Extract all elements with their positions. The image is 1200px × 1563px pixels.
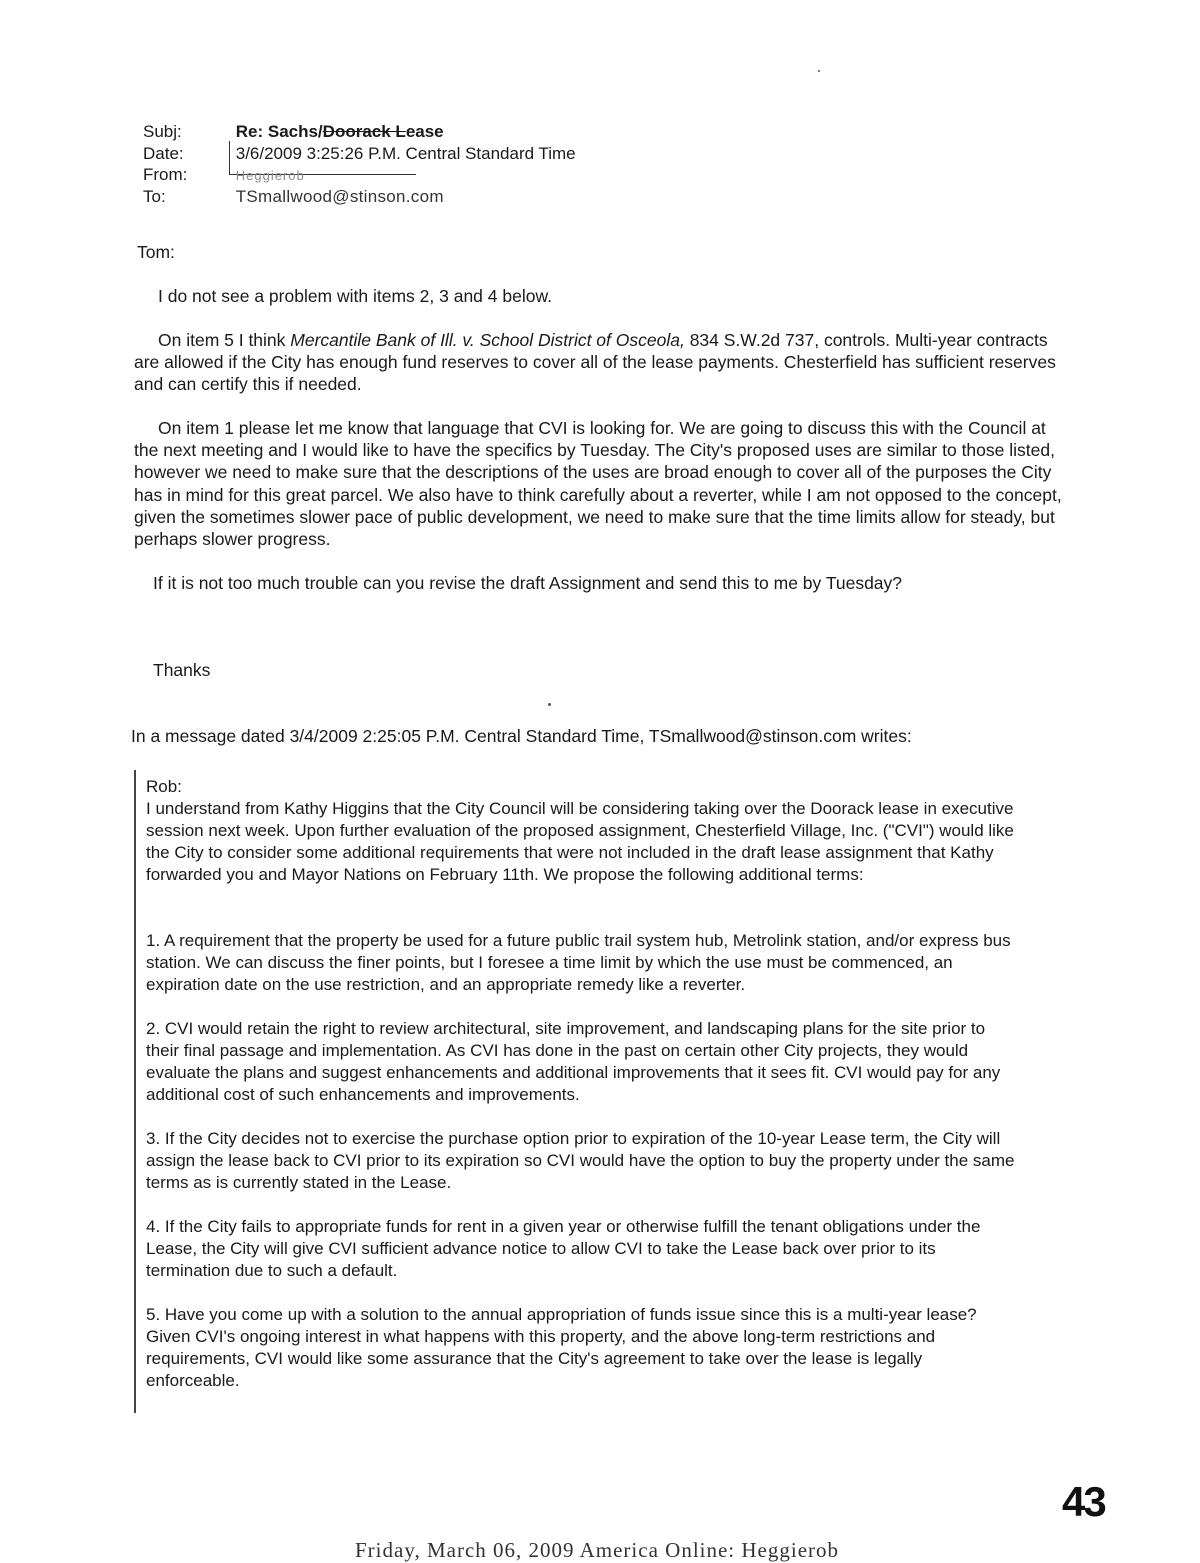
scan-speck: [548, 703, 551, 706]
subject-suffix: ease: [405, 122, 444, 141]
quoted-term-2: 2. CVI would retain the right to review architectural, site improvement, and landscaping plans for the site prior to their final passage and implementation. As CVI has done in the past on certain other City projects, they would evaluate the plans and suggest enhancements and additional improvements that it sees fit. CVI would pay for any additional cost of such enhancements and improvements.: [146, 1019, 1001, 1104]
to-row: [143, 186, 444, 207]
print-footer: Friday, March 06, 2009 America Online: Heggierob: [355, 1538, 840, 1562]
to-value: TSmallwood@stinson.com: [235, 187, 444, 206]
date-label: Date:: [143, 144, 184, 163]
handwritten-page-number: 43: [1062, 1478, 1105, 1525]
greeting: Tom:: [137, 242, 175, 262]
paragraph-items-2-3-4: I do not see a problem with items 2, 3 and 4 below.: [158, 286, 552, 306]
subject-row: [143, 121, 444, 142]
quoted-term-1: 1. A requirement that the property be used for a future public trail system hub, Metrolink station, and/or express bus station. We can discuss the finer points, but I foresee a time limit by which the use must be commenced, an expiration date on the use restriction, and an appropriate remedy like a reverter.: [146, 931, 1011, 994]
quoted-intro-paragraph: I understand from Kathy Higgins that the City Council will be considering taking over the Doorack lease in executive session next week. Upon further evaluation of the proposed assignment, Chesterfield Village, Inc. ("CVI") would like the City to consider some additional requirements that were not included in the draft lease assignment that Kathy forwarded you and Mayor Nations on February 11th. We propose the following additional terms:: [146, 799, 1014, 884]
case-citation: Mercantile Bank of Ill. v. School District of Osceola,: [290, 330, 685, 350]
to-label: To:: [143, 187, 166, 206]
closing-thanks: Thanks: [153, 660, 211, 680]
quoted-message-intro: In a message dated 3/4/2009 2:25:05 P.M. Central Standard Time, TSmallwood@stinson.com writes:: [131, 726, 912, 746]
quoted-term-4: 4. If the City fails to appropriate funds for rent in a given year or otherwise fulfill the tenant obligations under the Lease, the City will give CVI sufficient advance notice to allow CVI to take the Lease back over prior to its termination due to such a default.: [146, 1217, 981, 1280]
subject-struck: Doorack L: [322, 122, 406, 141]
from-value: Heggierob: [235, 168, 305, 183]
subject-prefix: Re: Sachs/: [235, 122, 323, 141]
paragraph-item-5: [134, 329, 1069, 396]
from-label: From:: [143, 165, 188, 184]
quote-bar: [134, 770, 136, 1413]
date-value: 3/6/2009 3:25:26 P.M. Central Standard Time: [235, 144, 576, 163]
subject-value: [236, 121, 444, 142]
date-row: [143, 143, 576, 164]
p2-rest: 834 S.W.2d 737, controls. Multi-year contracts are allowed if the City has enough fund reserves to cover all of the lease payments. Chesterfield has sufficient reserves and can certify this if needed.: [134, 330, 1056, 395]
scan-speck: [818, 70, 820, 72]
subject-label: Subj:: [143, 122, 182, 141]
paragraph-item-1: On item 1 please let me know that language that CVI is looking for. We are going to discuss this with the Council at the next meeting and I would like to have the specifics by Tuesday. The City's proposed uses are similar to those listed, however we need to make sure that the descriptions of the uses are broad enough to cover all of the purposes the City has in mind for this great parcel. We also have to think carefully about a reverter, while I am not opposed to the concept, given the sometimes slower pace of public development, we need to make sure that the time limits allow for steady, but perhaps slower progress.: [134, 418, 1062, 550]
quoted-salutation: Rob:: [146, 777, 182, 796]
from-row: [143, 164, 305, 186]
p2-lead: On item 5 I think: [158, 330, 291, 350]
paragraph-request: If it is not too much trouble can you revise the draft Assignment and send this to me by Tuesday?: [153, 573, 903, 593]
quoted-term-3: 3. If the City decides not to exercise the purchase option prior to expiration of the 10-year Lease term, the City will assign the lease back to CVI prior to its expiration so CVI would have the option to buy the property under the same terms as is currently stated in the Lease.: [146, 1129, 1015, 1192]
quoted-term-5: 5. Have you come up with a solution to the annual appropriation of funds issue since this is a multi-year lease? Given CVI's ongoing interest in what happens with this property, and the above long-term restrictions and requirements, CVI would like some assurance that the City's agreement to take over the lease is legally enforceable.: [146, 1305, 977, 1390]
